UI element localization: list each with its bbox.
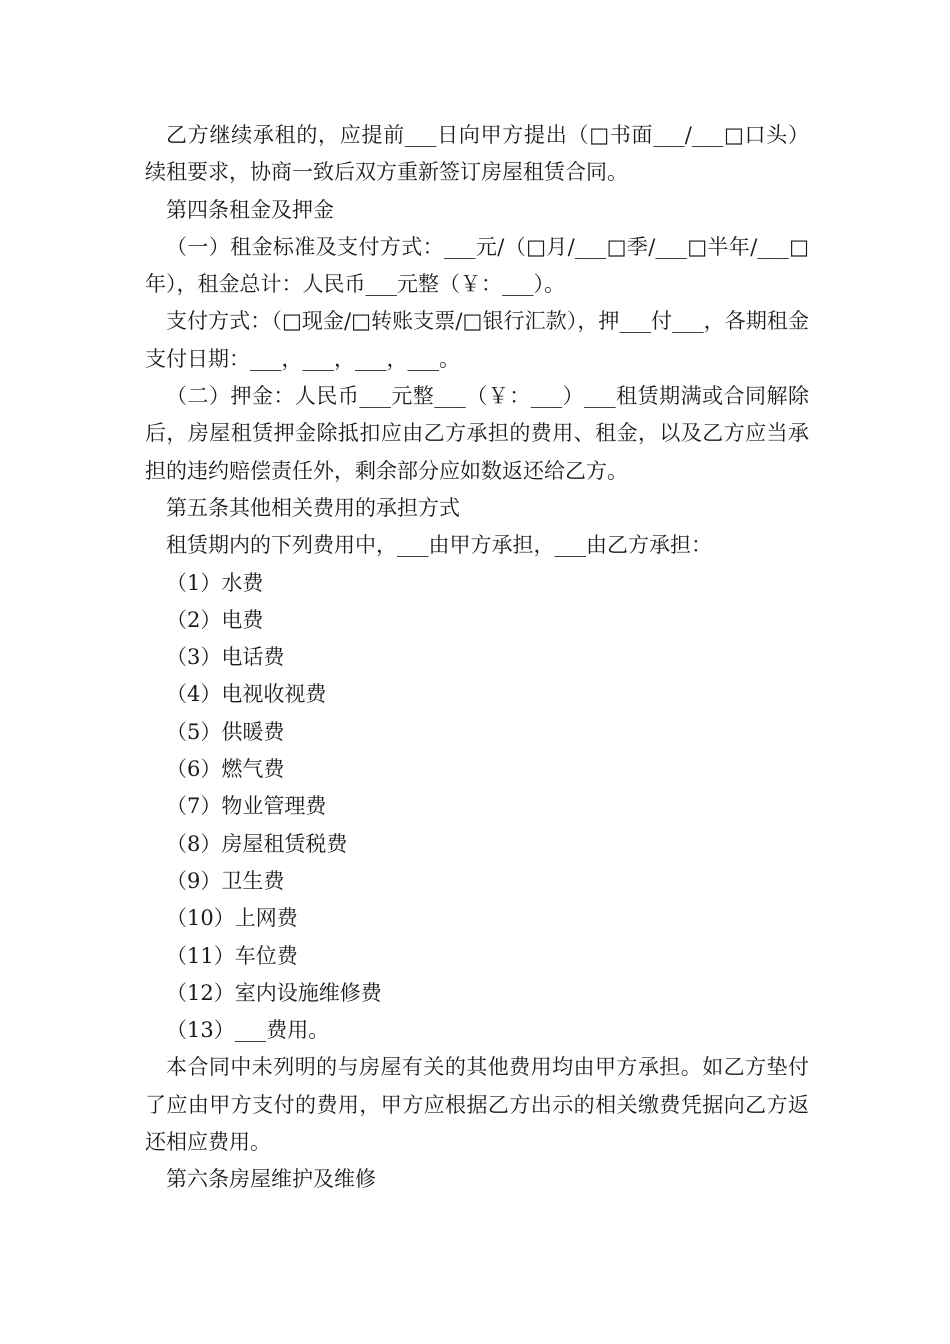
list-item: （13）___费用。 (166, 1018, 330, 1043)
payment-method-paragraph: 支付方式：（□现金/□转账支票/□银行汇款），押___付___，各期租金支付日期：___，___，___，___。 (145, 309, 809, 371)
rent-standard-paragraph: （一）租金标准及支付方式：___元/（□月/___□季/___□半年/___□年），租金总计：人民币___元整（￥：___）。 (145, 234, 809, 297)
list-item: （7）物业管理费 (166, 794, 327, 819)
document-body (145, 117, 809, 1199)
list-item: （6）燃气费 (166, 757, 285, 782)
list-item: （4）电视收视费 (166, 682, 327, 707)
article-5-heading: 第五条其他相关费用的承担方式 (166, 495, 460, 520)
list-item: （1）水费 (166, 570, 264, 595)
article-4-heading: 第四条租金及押金 (166, 197, 334, 222)
other-fees-paragraph: 本合同中未列明的与房屋有关的其他费用均由甲方承担。如乙方垫付了应由甲方支付的费用，甲方应根据乙方出示的相关缴费凭据向乙方返还相应费用。 (145, 1055, 809, 1155)
fee-intro-paragraph: 租赁期内的下列费用中，___由甲方承担，___由乙方承担： (166, 533, 712, 558)
list-item: （10）上网费 (166, 906, 298, 931)
list-item: （11）车位费 (166, 943, 298, 968)
renewal-paragraph: 乙方继续承租的，应提前___日向甲方提出（□书面___/___□口头）续租要求，协商一致后双方重新签订房屋租赁合同。 (145, 123, 809, 185)
deposit-paragraph: （二）押金：人民币___元整___（￥：___）___租赁期满或合同解除后，房屋租赁押金除抵扣应由乙方承担的费用、租金，以及乙方应当承担的违约赔偿责任外，剩余部分应如数返还给乙方。 (145, 384, 809, 483)
list-item: （3）电话费 (166, 645, 285, 670)
list-item: （8）房屋租赁税费 (166, 831, 348, 856)
list-item: （5）供暖费 (166, 719, 285, 744)
list-item: （12）室内设施维修费 (166, 980, 382, 1005)
fee-list (145, 565, 809, 1050)
list-item: （2）电费 (166, 607, 264, 632)
list-item: （9）卫生费 (166, 868, 285, 893)
article-6-heading: 第六条房屋维护及维修 (166, 1167, 376, 1192)
